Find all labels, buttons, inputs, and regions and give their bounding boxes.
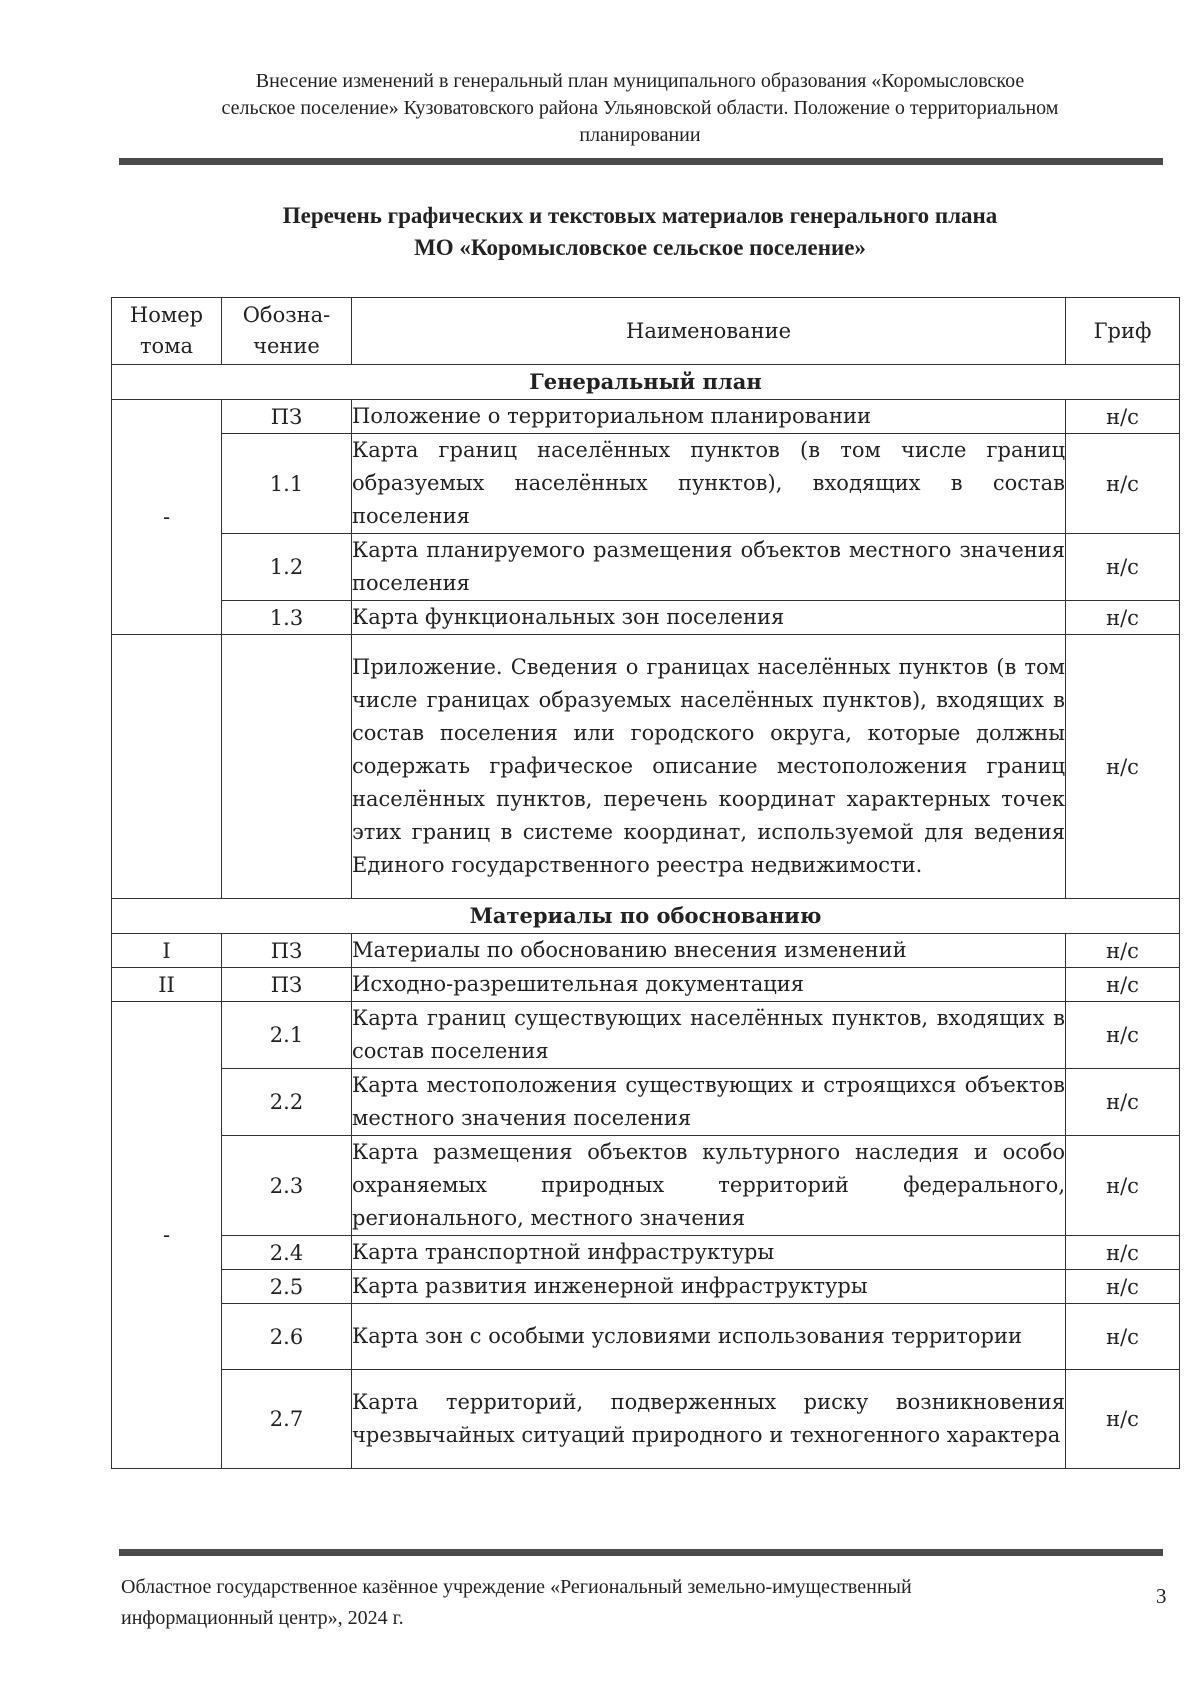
designation-cell: 2.2 bbox=[222, 1069, 352, 1136]
section-heading-row bbox=[112, 365, 1180, 400]
classification-cell: н/с bbox=[1066, 968, 1180, 1002]
section-title-general-plan: Генеральный план bbox=[112, 365, 1180, 400]
volume-cell bbox=[112, 635, 222, 899]
table-row bbox=[112, 968, 1180, 1002]
page-number: 3 bbox=[1156, 1584, 1167, 1608]
classification-cell: н/с bbox=[1066, 1370, 1180, 1469]
footer-line-1: Областное государственное казённое учреждение «Региональный земельно-имущественный bbox=[121, 1576, 912, 1598]
classification-cell: н/с bbox=[1066, 934, 1180, 968]
name-cell: Положение о территориальном планировании bbox=[352, 400, 1066, 434]
name-cell: Карта транспортной инфраструктуры bbox=[352, 1236, 1066, 1270]
classification-cell: н/с bbox=[1066, 1069, 1180, 1136]
header-line-2: сельское поселение» Кузоватовского района Ульяновской области. Положение о территориальном bbox=[221, 97, 1059, 119]
header-line-3: планировании bbox=[579, 124, 701, 146]
header-classification: Гриф bbox=[1066, 298, 1180, 365]
volume-cell: - bbox=[112, 1002, 222, 1469]
table-row bbox=[112, 534, 1180, 601]
table-row bbox=[112, 1236, 1180, 1270]
classification-cell: н/с bbox=[1066, 1236, 1180, 1270]
name-cell: Карта границ существующих населённых пунктов, входящих в состав поселения bbox=[352, 1002, 1066, 1069]
table-row bbox=[112, 1370, 1180, 1469]
name-cell: Карта зон с особыми условиями использования территории bbox=[352, 1304, 1066, 1370]
classification-cell: н/с bbox=[1066, 635, 1180, 899]
designation-cell: 1.3 bbox=[222, 601, 352, 635]
table-row bbox=[112, 400, 1180, 434]
classification-cell: н/с bbox=[1066, 1270, 1180, 1304]
classification-cell: н/с bbox=[1066, 601, 1180, 635]
name-cell: Карта размещения объектов культурного наследия и особо охраняемых природных территорий федерального, регионального, местного значения bbox=[352, 1136, 1066, 1236]
name-cell: Материалы по обоснованию внесения изменений bbox=[352, 934, 1066, 968]
volume-cell: II bbox=[112, 968, 222, 1002]
designation-cell: 1.1 bbox=[222, 434, 352, 534]
designation-cell: ПЗ bbox=[222, 968, 352, 1002]
designation-cell: 2.3 bbox=[222, 1136, 352, 1236]
header-volume: Номер тома bbox=[112, 298, 222, 365]
designation-cell bbox=[222, 635, 352, 899]
footer-divider bbox=[119, 1549, 1163, 1556]
classification-cell: н/с bbox=[1066, 1002, 1180, 1069]
section-heading-row bbox=[112, 899, 1180, 934]
appendix-name-cell: Приложение. Сведения о границах населённых пунктов (в том числе границах образуемых населённых пунктов), входящих в состав поселения или городского округа, которые должны содержать графическое описание местоположения границ населённых пунктов, перечень координат характерных точек этих границ в системе координат, используемой для ведения Единого государственного реестра недвижимости. bbox=[352, 635, 1066, 899]
table-row bbox=[112, 1270, 1180, 1304]
name-cell: Карта территорий, подверженных риску возникновения чрезвычайных ситуаций природного и техногенного характера bbox=[352, 1370, 1066, 1469]
page-title bbox=[110, 200, 1170, 264]
table-row bbox=[112, 635, 1180, 899]
volume-cell: I bbox=[112, 934, 222, 968]
designation-cell: ПЗ bbox=[222, 400, 352, 434]
designation-cell: 2.5 bbox=[222, 1270, 352, 1304]
title-line-1: Перечень графических и текстовых материалов генерального плана bbox=[282, 203, 998, 228]
designation-cell: 2.6 bbox=[222, 1304, 352, 1370]
table-row bbox=[112, 1069, 1180, 1136]
table-row bbox=[112, 1002, 1180, 1069]
name-cell: Карта развития инженерной инфраструктуры bbox=[352, 1270, 1066, 1304]
designation-cell: 1.2 bbox=[222, 534, 352, 601]
document-footer bbox=[121, 1572, 1101, 1634]
classification-cell: н/с bbox=[1066, 1136, 1180, 1236]
table-row bbox=[112, 434, 1180, 534]
table-row bbox=[112, 934, 1180, 968]
designation-cell: ПЗ bbox=[222, 934, 352, 968]
title-line-2: МО «Коромысловское сельское поселение» bbox=[414, 235, 866, 260]
classification-cell: н/с bbox=[1066, 534, 1180, 601]
designation-cell: 2.1 bbox=[222, 1002, 352, 1069]
table-row bbox=[112, 1136, 1180, 1236]
table-row bbox=[112, 1304, 1180, 1370]
designation-cell: 2.7 bbox=[222, 1370, 352, 1469]
document-header bbox=[110, 68, 1170, 149]
designation-cell: 2.4 bbox=[222, 1236, 352, 1270]
table-row bbox=[112, 601, 1180, 635]
name-cell: Карта местоположения существующих и строящихся объектов местного значения поселения bbox=[352, 1069, 1066, 1136]
header-line-1: Внесение изменений в генеральный план муниципального образования «Коромысловское bbox=[255, 70, 1025, 92]
header-divider bbox=[119, 158, 1163, 165]
volume-cell: - bbox=[112, 400, 222, 635]
footer-line-2: информационный центр», 2024 г. bbox=[121, 1607, 404, 1629]
table-header-row bbox=[112, 298, 1180, 365]
header-name: Наименование bbox=[352, 298, 1066, 365]
classification-cell: н/с bbox=[1066, 434, 1180, 534]
name-cell: Карта границ населённых пунктов (в том числе границ образуемых населённых пунктов), входящих в состав поселения bbox=[352, 434, 1066, 534]
classification-cell: н/с bbox=[1066, 400, 1180, 434]
classification-cell: н/с bbox=[1066, 1304, 1180, 1370]
section-title-justification: Материалы по обоснованию bbox=[112, 899, 1180, 934]
name-cell: Карта планируемого размещения объектов местного значения поселения bbox=[352, 534, 1066, 601]
header-designation: Обозна-чение bbox=[222, 298, 352, 365]
name-cell: Исходно-разрешительная документация bbox=[352, 968, 1066, 1002]
materials-table bbox=[111, 297, 1180, 1469]
name-cell: Карта функциональных зон поселения bbox=[352, 601, 1066, 635]
